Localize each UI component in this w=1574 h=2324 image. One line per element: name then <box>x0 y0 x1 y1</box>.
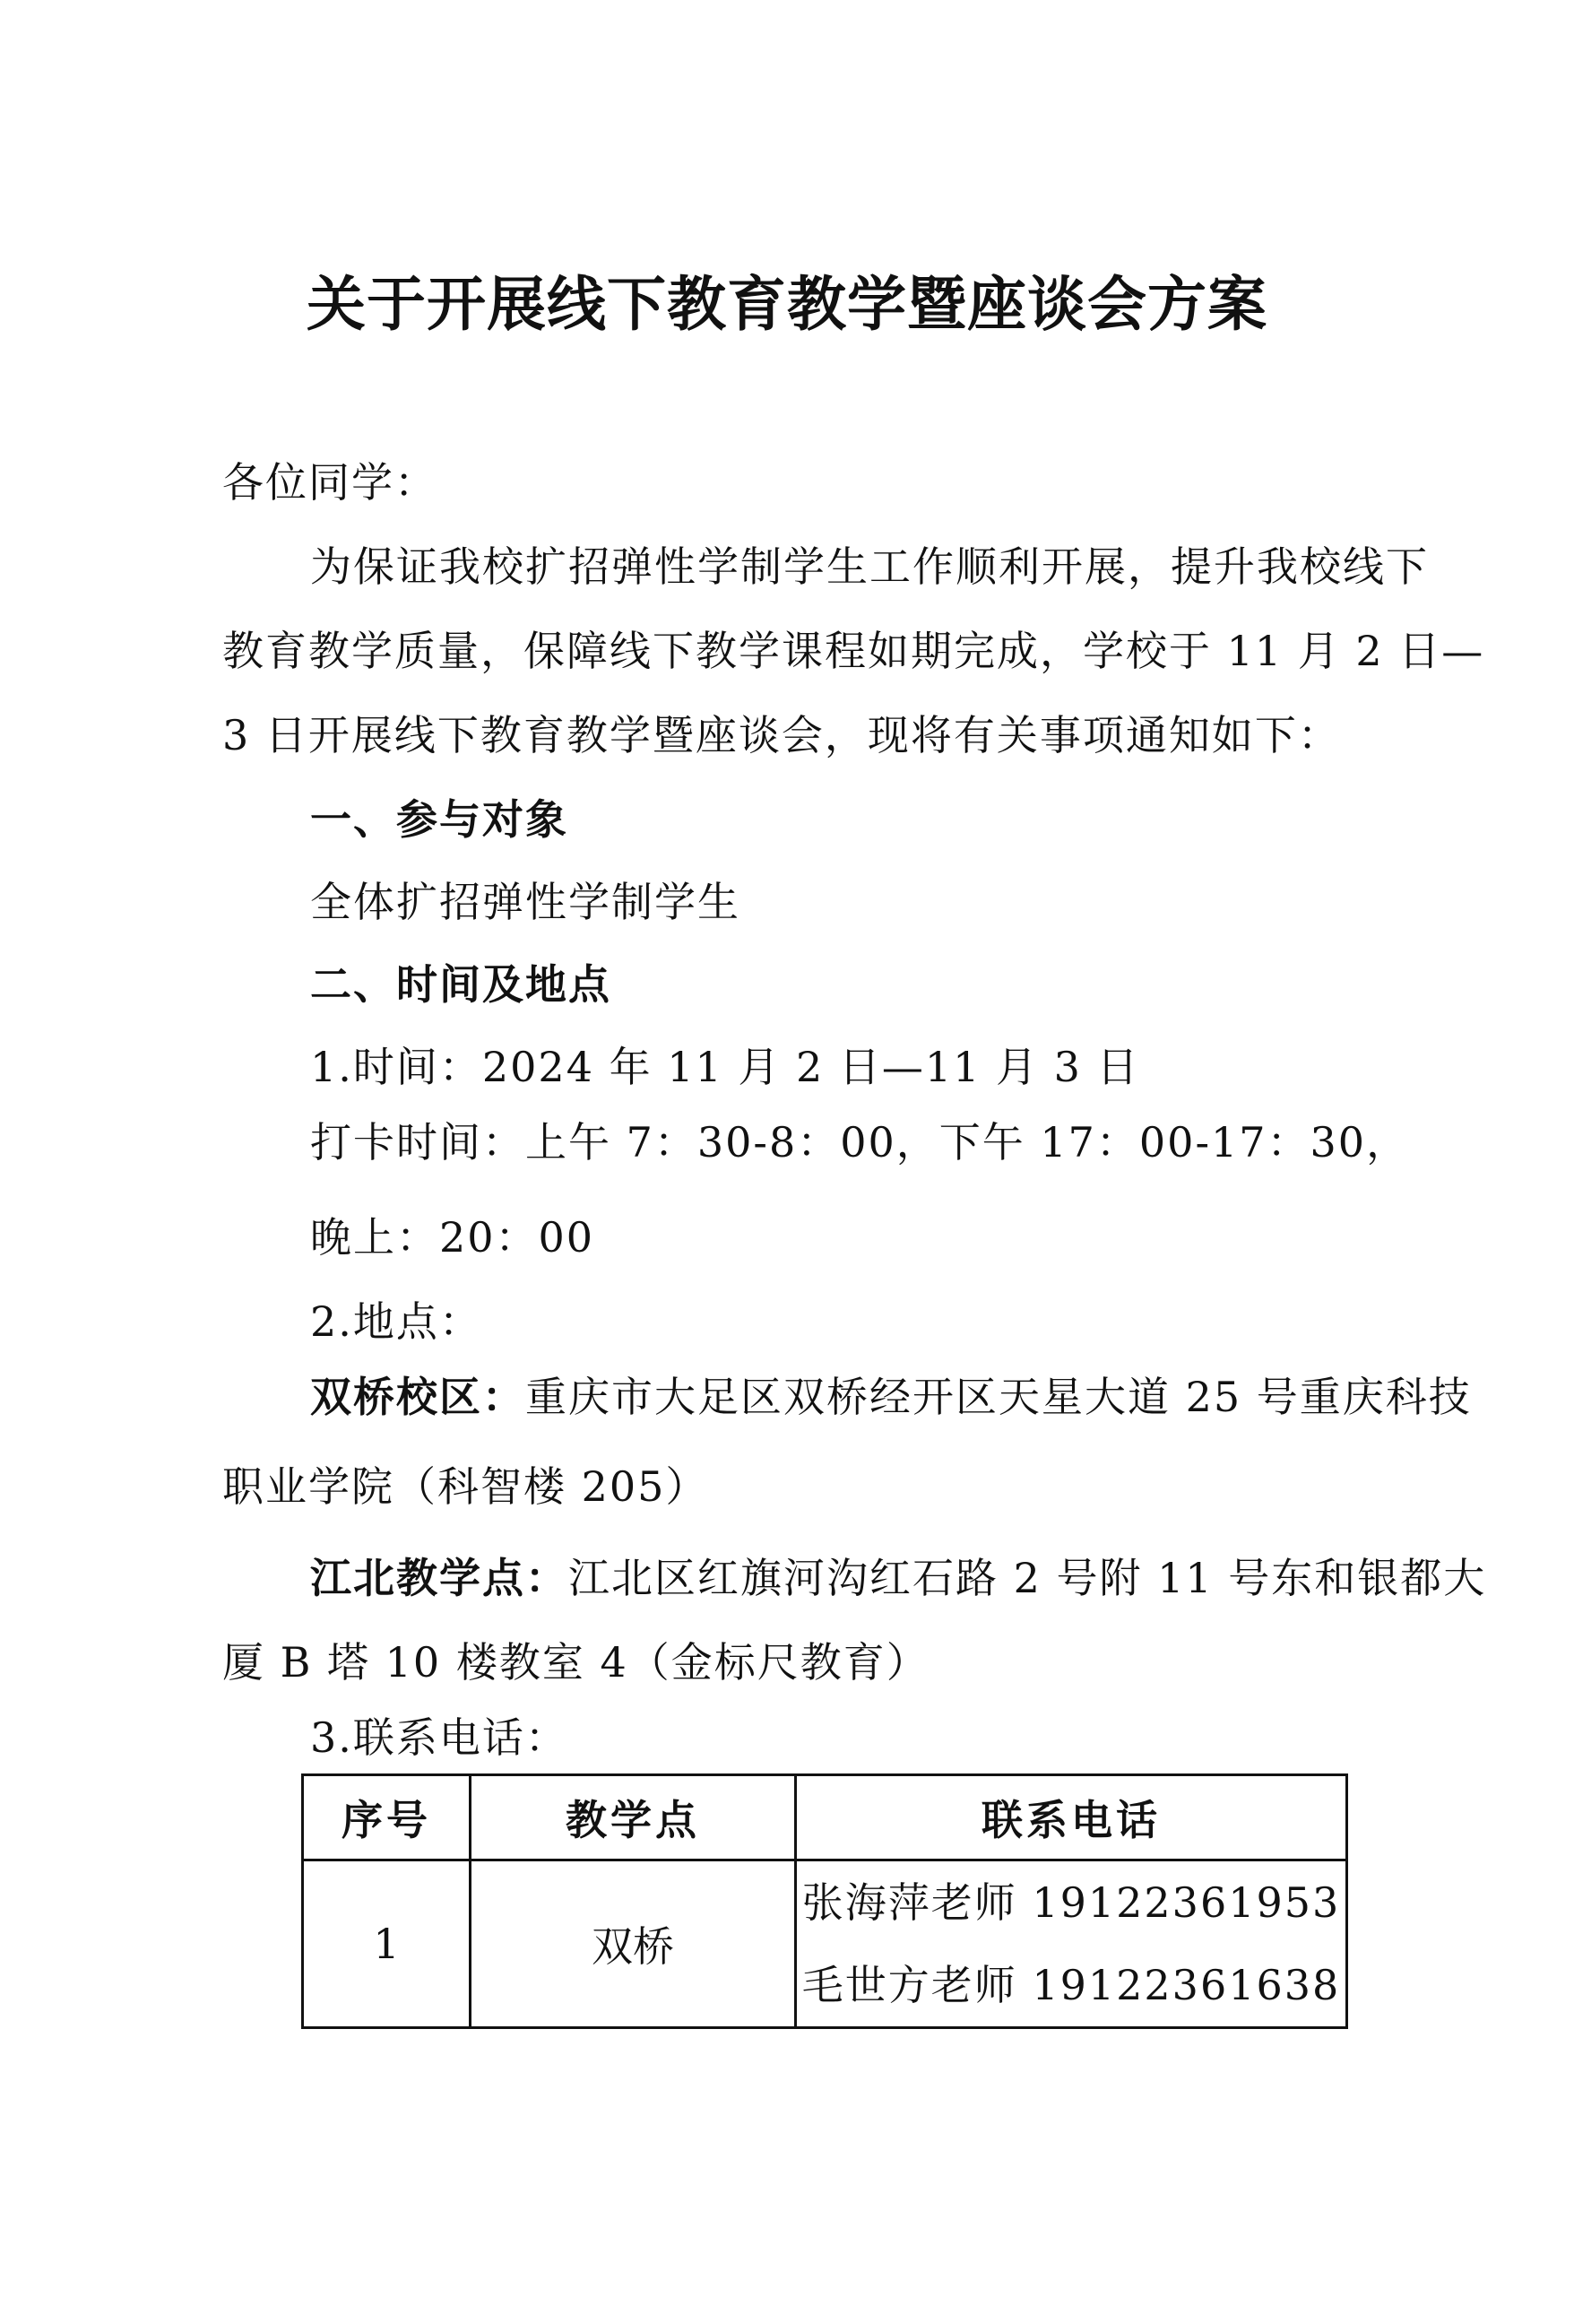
campus-2-address-part-2: 厦 B 塔 10 楼教室 4（金标尺教育） <box>222 1638 930 1687</box>
intro-line-2: 教育教学质量，保障线下教学课程如期完成，学校于 11 月 2 日— <box>222 627 1485 675</box>
document-title: 关于开展线下教育教学暨座谈会方案 <box>307 270 1267 339</box>
contact-2: 毛世方老师 19122361638 <box>801 1961 1341 2009</box>
contact-table <box>301 1773 1348 2029</box>
header-phone: 联系电话 <box>796 1775 1347 1860</box>
table-row <box>303 1860 1347 2028</box>
row-contacts <box>796 1860 1347 2028</box>
section-1-heading: 一、参与对象 <box>310 795 568 844</box>
section-1-content: 全体扩招弹性学制学生 <box>310 878 740 926</box>
campus-2-line-1 <box>310 1551 1487 1605</box>
section-2-heading: 二、时间及地点 <box>310 960 611 1009</box>
place-label: 2.地点： <box>310 1297 482 1346</box>
checkin-time: 打卡时间：上午 7：30-8：00，下午 17：00-17：30， <box>310 1118 1410 1166</box>
campus-1-name: 双桥校区： <box>310 1373 525 1421</box>
event-time: 1.时间：2024 年 11 月 2 日—11 月 3 日 <box>310 1043 1140 1091</box>
intro-line-3: 3 日开展线下教育教学暨座谈会，现将有关事项通知如下： <box>222 711 1341 759</box>
campus-1-address-part-1: 重庆市大足区双桥经开区天星大道 25 号重庆科技 <box>525 1373 1472 1421</box>
campus-1-address-part-2: 职业学院（科智楼 205） <box>222 1462 709 1511</box>
row-site: 双桥 <box>471 1860 796 2028</box>
row-no: 1 <box>303 1860 471 2028</box>
contact-1: 张海萍老师 19122361953 <box>801 1878 1341 1927</box>
header-site: 教学点 <box>471 1775 796 1860</box>
campus-1-line-1 <box>310 1370 1472 1424</box>
campus-2-name: 江北教学点： <box>310 1554 568 1602</box>
contact-label: 3.联系电话： <box>310 1713 568 1762</box>
greeting: 各位同学： <box>222 458 437 507</box>
intro-line-1: 为保证我校扩招弹性学制学生工作顺利开展，提升我校线下 <box>310 542 1429 591</box>
evening-time: 晚上：20：00 <box>310 1213 595 1262</box>
table-header-row <box>303 1775 1347 1860</box>
header-no: 序号 <box>303 1775 471 1860</box>
campus-2-address-part-1: 江北区红旗河沟红石路 2 号附 11 号东和银都大 <box>568 1554 1487 1602</box>
